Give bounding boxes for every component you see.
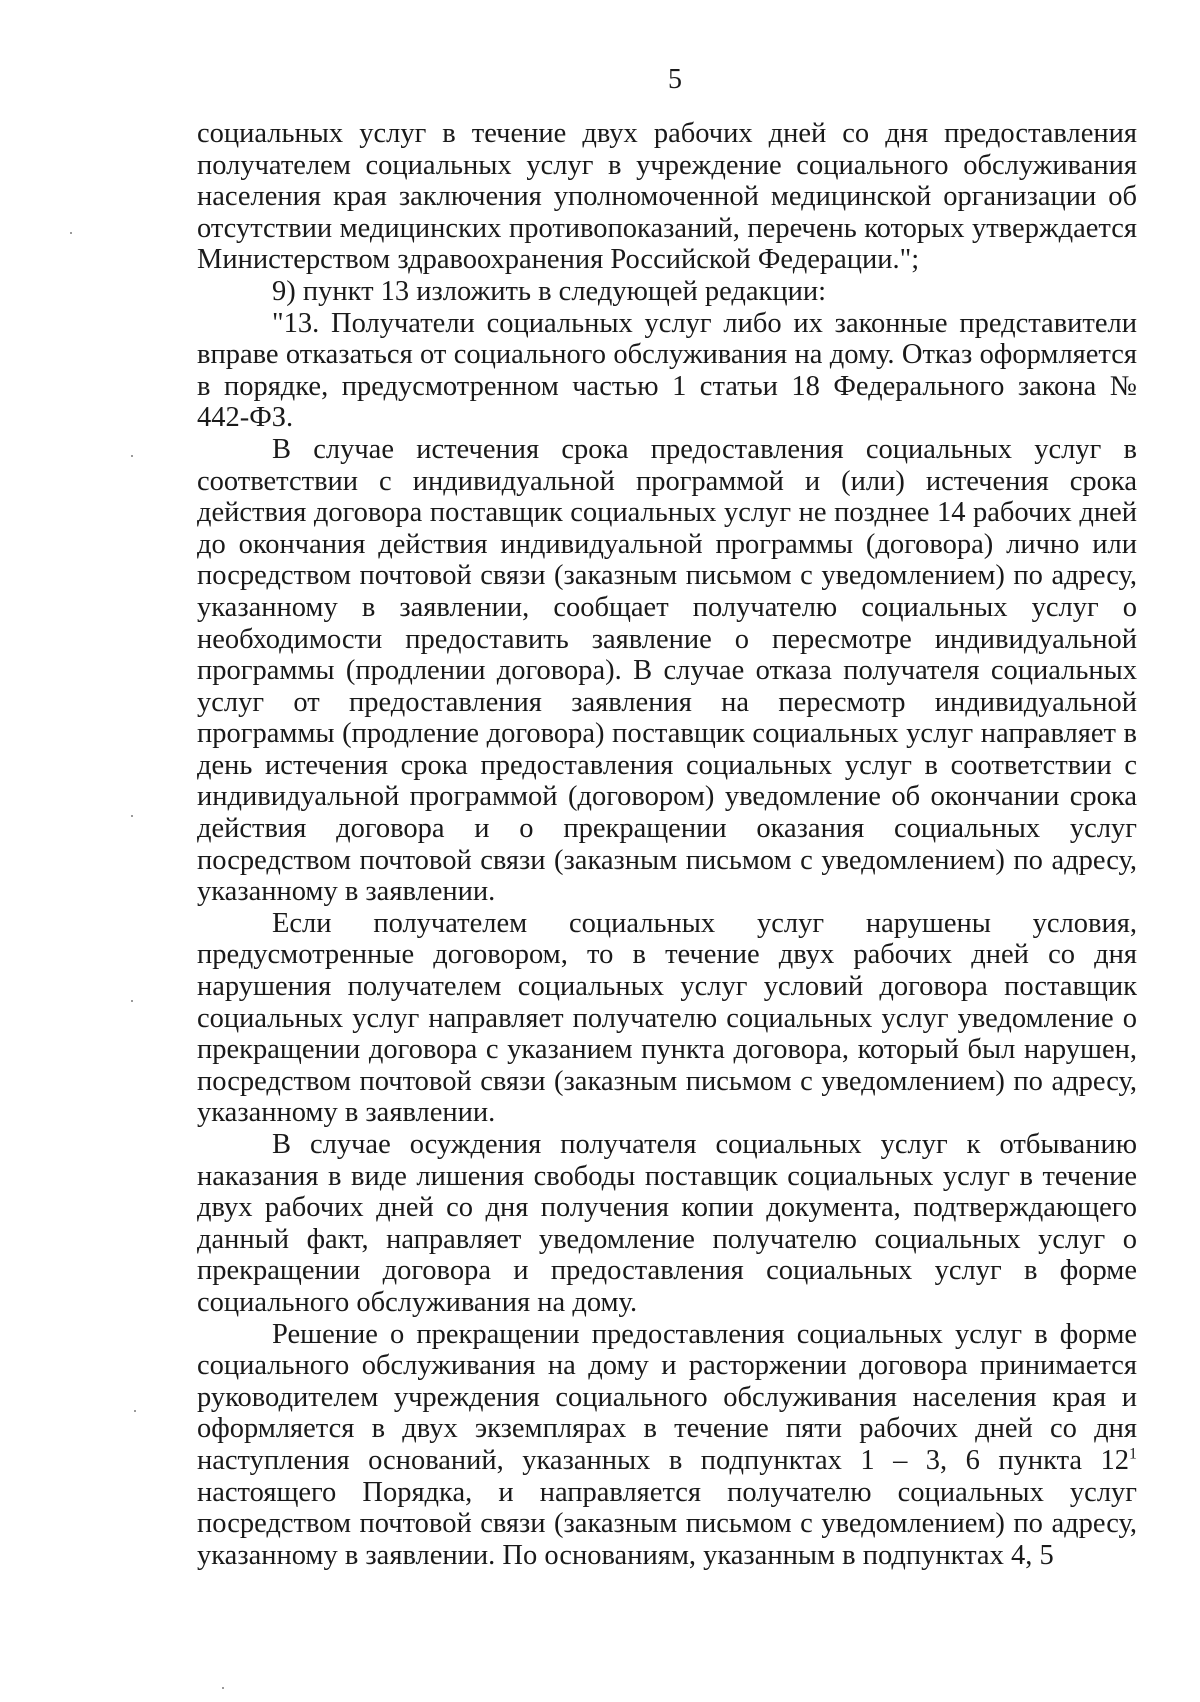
page-number: 5	[668, 64, 682, 95]
paragraph-termination-decision	[197, 1319, 1137, 1572]
scan-speck	[70, 232, 72, 234]
termination-text-end: настоящего Порядка, и направляется получателю социальных услуг посредством почтовой связи (заказным письмом с уведомлением) по адресу, указанному в заявлении. По основаниям, указанным в подпунктах 4, 5	[197, 1476, 1137, 1571]
superscript-index: 1	[1129, 1445, 1137, 1463]
paragraph-conviction: В случае осуждения получателя социальных услуг к отбыванию наказания в виде лишения свободы поставщик социальных услуг в течение двух рабочих дней со дня получения копии документа, подтверждающего данный факт, направляет уведомление получателю социальных услуг о прекращении договора и предоставления социальных услуг в форме социального обслуживания на дому.	[197, 1129, 1137, 1318]
scan-speck	[131, 815, 133, 817]
paragraph-clause-13: "13. Получатели социальных услуг либо их законные представители вправе отказаться от социального обслуживания на дому. Отказ оформляется в порядке, предусмотренном частью 1 статьи 18 Федерального закона № 442-ФЗ.	[197, 307, 1137, 434]
paragraph-contract-violation: Если получателем социальных услуг нарушены условия, предусмотренные договором, то в течение двух рабочих дней со дня нарушения получателем социальных услуг условий договора поставщик социальных услуг направляет получателю социальных услуг уведомление о прекращении договора с указанием пункта договора, который был нарушен, посредством почтовой связи (заказным письмом с уведомлением) по адресу, указанному в заявлении.	[197, 907, 1137, 1129]
scan-speck	[134, 1410, 136, 1412]
paragraph-term-expiry: В случае истечения срока предоставления социальных услуг в соответствии с индивидуальной программой и (или) истечения срока действия договора поставщик социальных услуг не позднее 14 рабочих дней до окончания действия индивидуальной программы (договора) лично или посредством почтовой связи (заказным письмом с уведомлением) по адресу, указанному в заявлении, сообщает получателю социальных услуг о необходимости предоставить заявление о пересмотре индивидуальной программы (продлении договора). В случае отказа получателя социальных услуг от предоставления заявления на пересмотр индивидуальной программы (продление договора) поставщик социальных услуг направляет в день истечения срока предоставления социальных услуг в соответствии с индивидуальной программой (договором) уведомление об окончании срока действия договора и о прекращении оказания социальных услуг посредством почтовой связи (заказным письмом с уведомлением) по адресу, указанному в заявлении.	[197, 433, 1137, 908]
scan-speck	[131, 455, 133, 457]
document-body	[197, 118, 1137, 1571]
termination-text-start: Решение о прекращении предоставления социальных услуг в форме социального обслуживания на дому и расторжении договора принимается руководителем учреждения социального обслуживания населения края и оформляется в двух экземплярах в течение пяти рабочих дней со дня наступления оснований, указанных в подпунктах 1 – 3, 6 пункта 12	[197, 1318, 1137, 1476]
scan-speck	[131, 1000, 133, 1002]
paragraph-continuation: социальных услуг в течение двух рабочих дней со дня предоставления получателем социальных услуг в учреждение социального обслуживания населения края заключения уполномоченной медицинской организации об отсутствии медицинских противопоказаний, перечень которых утверждается Министерством здравоохранения Российской Федерации.";	[197, 118, 1137, 276]
scan-speck	[222, 1687, 224, 1689]
paragraph-amendment-item: 9) пункт 13 изложить в следующей редакции:	[272, 275, 827, 307]
